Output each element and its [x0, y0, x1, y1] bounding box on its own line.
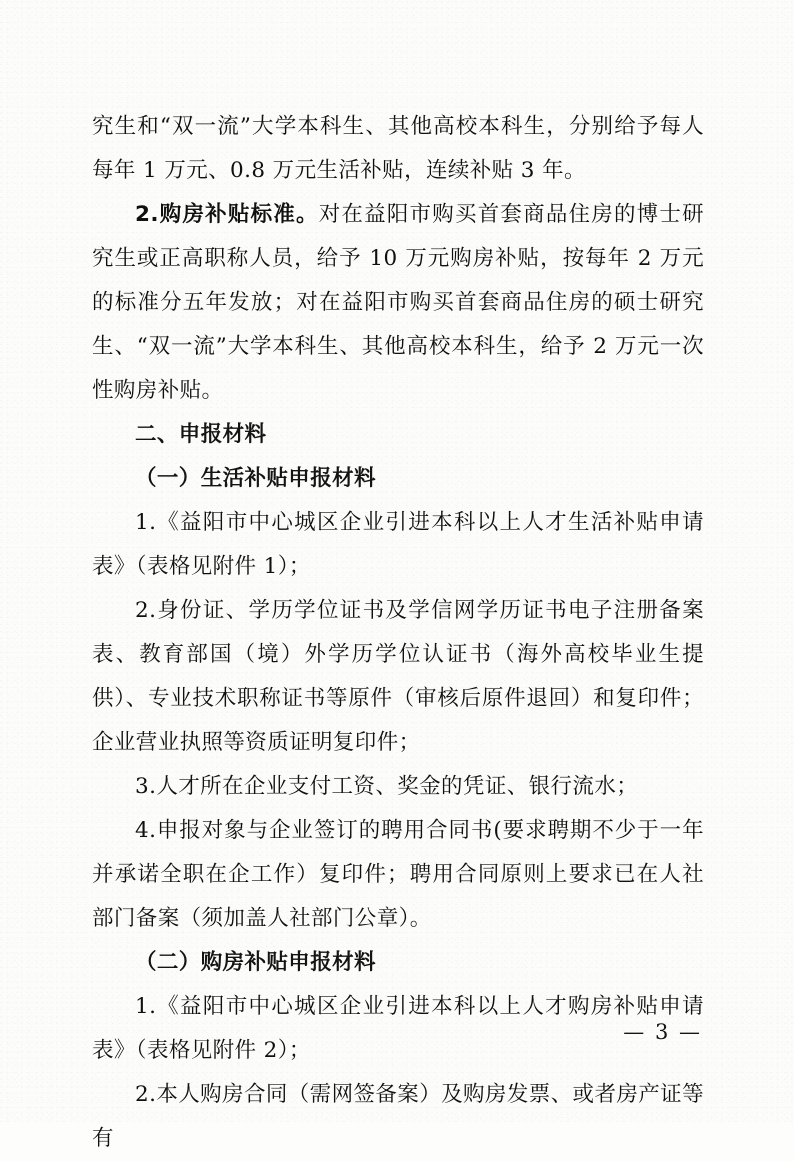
section-heading-application-materials: 二、申报材料: [135, 422, 267, 447]
list-item-housing-1: 1.《益阳市中心城区企业引进本科以上人才购房补贴申请表》（表格见附件 2）；: [92, 994, 704, 1063]
subsection-heading-living-subsidy-materials: （一）生活补贴申报材料: [135, 466, 376, 491]
list-item-living-3: 3.人才所在企业支付工资、奖金的凭证、银行流水；: [135, 774, 639, 799]
document-body: [92, 105, 704, 1161]
list-item-living-2: 2.身份证、学历学位证书及学信网学历证书电子注册备案表、教育部国（境）外学历学位认证书（海外高校毕业生提供）、专业技术职称证书等原件（审核后原件退回）和复印件；企业营业执照等资质证明复印件；: [92, 598, 704, 755]
housing-subsidy-standard-text: 对在益阳市购买首套商品住房的博士研究生或正高职称人员，给予 10 万元购房补贴，按每年 2 万元的标准分五年发放；对在益阳市购买首套商品住房的硕士研究生、“双一流”大学本科生、其他高校本科生，给予 2 万元一次性购房补贴。: [92, 202, 704, 403]
paragraph-housing-subsidy-standard: [92, 193, 704, 413]
page-number: — 3 —: [623, 1020, 702, 1044]
housing-subsidy-standard-label: 2.购房补贴标准。: [135, 202, 319, 227]
list-item-living-1: 1.《益阳市中心城区企业引进本科以上人才生活补贴申请表》（表格见附件 1）；: [92, 510, 704, 579]
list-item-living-4: 4.申报对象与企业签订的聘用合同书(要求聘期不少于一年并承诺全职在企工作）复印件；聘用合同原则上要求已在人社部门备案（须加盖人社部门公章）。: [92, 818, 704, 931]
subsection-heading-housing-subsidy-materials: （二）购房补贴申报材料: [135, 950, 376, 975]
paragraph-continuation: 究生和“双一流”大学本科生、其他高校本科生，分别给予每人每年 1 万元、0.8 万元生活补贴，连续补贴 3 年。: [92, 114, 704, 183]
list-item-housing-2: 2.本人购房合同（需网签备案）及购房发票、或者房产证等有: [92, 1082, 704, 1151]
